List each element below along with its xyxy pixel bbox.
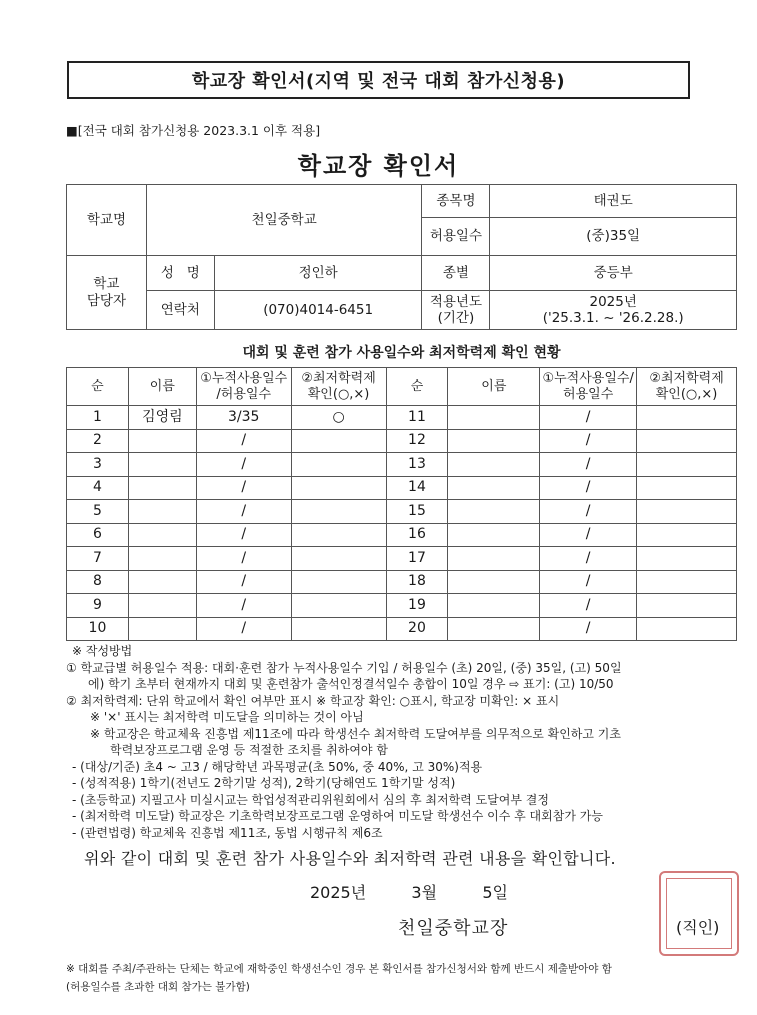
event-label: 종목명 — [422, 185, 490, 218]
note-line: - (대상/기준) 초4 ~ 고3 / 해당학년 과목평균(초 50%, 중 40%, 고 30%)적용 — [72, 759, 483, 774]
row-name-2 — [448, 500, 540, 524]
row-name-2 — [448, 617, 540, 641]
note-line: - (초등학교) 지필고사 미실시교는 학업성적관리위원회에서 심의 후 최저학력 도달여부 결정 — [72, 792, 549, 807]
row-name — [128, 617, 196, 641]
row-name — [128, 476, 196, 500]
col-check: ②최저학력제 확인(○,×) — [291, 368, 386, 406]
row-days-2: / — [540, 523, 637, 547]
row-check — [291, 617, 386, 641]
row-days: / — [196, 523, 291, 547]
row-name — [128, 453, 196, 477]
confirmation-statement: 위와 같이 대회 및 훈련 참가 사용일수와 최저학력 관련 내용을 확인합니다. — [84, 849, 616, 868]
row-name — [128, 570, 196, 594]
allowed-days-label: 허용일수 — [422, 218, 490, 256]
row-name-2 — [448, 406, 540, 430]
row-no-2: 11 — [386, 406, 448, 430]
col-days: ①누적사용일수 /허용일수 — [196, 368, 291, 406]
col-no-2: 순 — [386, 368, 448, 406]
row-name — [128, 429, 196, 453]
row-check-2 — [637, 570, 737, 594]
table-row — [67, 570, 737, 594]
table-row — [67, 500, 737, 524]
participation-table — [66, 367, 737, 641]
row-no-2: 15 — [386, 500, 448, 524]
table-row — [67, 523, 737, 547]
row-days: 3/35 — [196, 406, 291, 430]
row-name-2 — [448, 429, 540, 453]
row-days-2: / — [540, 406, 637, 430]
row-name-2 — [448, 547, 540, 571]
row-name-2 — [448, 594, 540, 618]
row-no: 3 — [67, 453, 129, 477]
event-value: 태권도 — [490, 185, 737, 218]
category-value: 중등부 — [490, 256, 737, 291]
row-check-2 — [637, 547, 737, 571]
table-row — [67, 406, 737, 430]
row-no-2: 17 — [386, 547, 448, 571]
footer-note — [66, 960, 746, 996]
note-line: ① 학교급별 허용일수 적용: 대회·훈련 참가 누적사용일수 기입 / 허용일수 (초) 20일, (중) 35일, (고) 50일 — [66, 660, 622, 675]
row-no: 9 — [67, 594, 129, 618]
table-row — [67, 476, 737, 500]
row-days: / — [196, 547, 291, 571]
row-no: 4 — [67, 476, 129, 500]
name-label: 성 명 — [146, 256, 214, 291]
row-no: 5 — [67, 500, 129, 524]
row-no-2: 19 — [386, 594, 448, 618]
row-no-2: 13 — [386, 453, 448, 477]
note-line: - (관련법령) 학교체육 진흥법 제11조, 동법 시행규칙 제6조 — [72, 825, 383, 840]
row-days: / — [196, 476, 291, 500]
applicability-note: ■[전국 대회 참가신청용 2023.3.1 이후 적용] — [66, 123, 321, 138]
row-no-2: 16 — [386, 523, 448, 547]
row-no-2: 12 — [386, 429, 448, 453]
row-name — [128, 547, 196, 571]
row-name — [128, 594, 196, 618]
section-title: 대회 및 훈련 참가 사용일수와 최저학력제 확인 현황 — [242, 345, 561, 361]
row-days-2: / — [540, 429, 637, 453]
year-label: 적용년도 (기간) — [422, 291, 490, 330]
row-name-2 — [448, 523, 540, 547]
row-days: / — [196, 570, 291, 594]
row-days-2: / — [540, 476, 637, 500]
category-label: 종별 — [422, 256, 490, 291]
row-check-2 — [637, 406, 737, 430]
school-value: 천일중학교 — [146, 185, 422, 256]
row-name-2 — [448, 453, 540, 477]
row-no-2: 20 — [386, 617, 448, 641]
instructions — [66, 643, 746, 841]
row-name — [128, 500, 196, 524]
row-days: / — [196, 453, 291, 477]
official-seal-icon — [659, 871, 739, 956]
row-check-2 — [637, 476, 737, 500]
table-row — [67, 594, 737, 618]
allowed-days-value: (중)35일 — [490, 218, 737, 256]
row-days-2: / — [540, 617, 637, 641]
note-line: 학력보장프로그램 운영 등 적절한 조치를 취하여야 함 — [110, 743, 388, 757]
col-no: 순 — [67, 368, 129, 406]
school-label: 학교명 — [67, 185, 147, 256]
row-check-2 — [637, 453, 737, 477]
table-row — [67, 453, 737, 477]
row-days-2: / — [540, 500, 637, 524]
row-days-2: / — [540, 547, 637, 571]
row-check — [291, 500, 386, 524]
row-name-2 — [448, 476, 540, 500]
footer-line: (허용일수를 초과한 대회 참가는 불가함) — [66, 981, 250, 993]
row-no: 6 — [67, 523, 129, 547]
row-no: 8 — [67, 570, 129, 594]
row-check — [291, 547, 386, 571]
row-check-2 — [637, 617, 737, 641]
period-value: ('25.3.1. ~ '26.2.28.) — [542, 310, 684, 326]
year-cell — [490, 291, 737, 330]
row-no: 2 — [67, 429, 129, 453]
col-name: 이름 — [128, 368, 196, 406]
note-line: ※ 작성방법 — [72, 644, 133, 658]
name-value: 정인하 — [214, 256, 422, 291]
manager-label: 학교 담당자 — [67, 256, 147, 330]
footer-line: ※ 대회를 주최/주관하는 단체는 학교에 재학중인 학생선수인 경우 본 확인서를 참가신청서와 함께 반드시 제출받아야 함 — [66, 963, 612, 975]
col-check-2: ②최저학력제 확인(○,×) — [637, 368, 737, 406]
table-row — [67, 617, 737, 641]
principal-name: 천일중학교장 — [398, 918, 509, 939]
info-table — [66, 184, 737, 330]
row-no: 7 — [67, 547, 129, 571]
document-banner: 학교장 확인서(지역 및 전국 대회 참가신청용) — [67, 61, 690, 99]
col-name-2: 이름 — [448, 368, 540, 406]
page-title: 학교장 확인서 — [297, 152, 460, 180]
row-check-2 — [637, 429, 737, 453]
row-name — [128, 523, 196, 547]
row-no-2: 18 — [386, 570, 448, 594]
seal-label: (직인) — [676, 918, 720, 937]
table-row — [67, 547, 737, 571]
note-line: ※ 학교장은 학교체육 진흥법 제11조에 따라 학생선수 최저학력 도달여부를 의무적으로 확인하고 기초 — [90, 726, 621, 741]
note-line: - (최저학력 미도달) 학교장은 기초학력보장프로그램 운영하여 미도달 학생선수 이수 후 대회참가 가능 — [72, 809, 603, 823]
row-check-2 — [637, 523, 737, 547]
contact-value: (070)4014-6451 — [214, 291, 422, 330]
row-days: / — [196, 429, 291, 453]
col-days-2: ①누적사용일수/ 허용일수 — [540, 368, 637, 406]
note-line: ② 최저학력제: 단위 학교에서 확인 여부만 표시 ※ 학교장 확인: ○표시, 학교장 미확인: × 표시 — [66, 693, 560, 708]
row-days: / — [196, 594, 291, 618]
row-check — [291, 429, 386, 453]
row-check-2 — [637, 500, 737, 524]
issue-date: 2025년 3월 5일 — [310, 883, 508, 902]
year-value: 2025년 — [589, 293, 637, 310]
note-line: - (성적적용) 1학기(전년도 2학기말 성적), 2학기(당해연도 1학기말 성적) — [72, 776, 456, 790]
row-check-2 — [637, 594, 737, 618]
row-check — [291, 594, 386, 618]
row-name: 김영림 — [128, 406, 196, 430]
row-days-2: / — [540, 570, 637, 594]
row-check — [291, 476, 386, 500]
row-check — [291, 570, 386, 594]
row-name-2 — [448, 570, 540, 594]
row-check — [291, 523, 386, 547]
contact-label: 연락처 — [146, 291, 214, 330]
row-no-2: 14 — [386, 476, 448, 500]
row-days: / — [196, 617, 291, 641]
note-line: ※ '×' 표시는 최저학력 미도달을 의미하는 것이 아님 — [90, 710, 364, 724]
table-row — [67, 429, 737, 453]
row-days-2: / — [540, 594, 637, 618]
row-no: 10 — [67, 617, 129, 641]
row-days: / — [196, 500, 291, 524]
row-no: 1 — [67, 406, 129, 430]
row-check — [291, 453, 386, 477]
row-check: ○ — [291, 406, 386, 430]
note-line: 에) 학기 초부터 현재까지 대회 및 훈련참가 출석인정결석일수 총합이 10일 경우 ⇨ 표기: (고) 10/50 — [88, 677, 614, 691]
row-days-2: / — [540, 453, 637, 477]
